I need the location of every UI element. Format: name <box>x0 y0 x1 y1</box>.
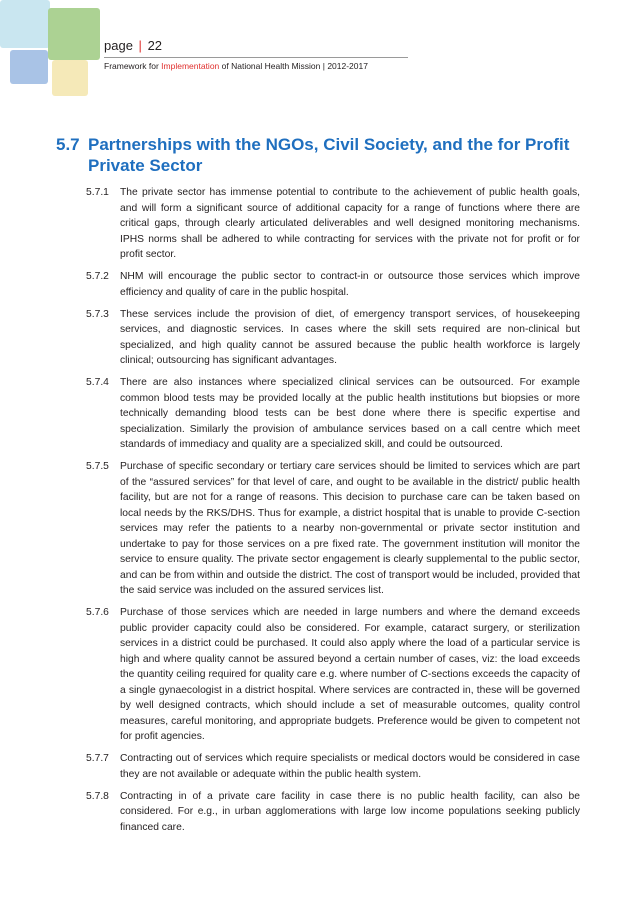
decor-square <box>10 50 48 84</box>
list-item <box>56 789 596 836</box>
item-text: There are also instances where specialized clinical services can be outsourced. For example common blood tests may be provided locally at the public health institutions but biopsies or more technically demanding blood tests can be best done where there is specific expertise and specialization. Similarly the provision of ambulance services based on a call centre which meet standards of immediacy and quality are a specialized skill, and could be outsourced. <box>120 377 580 450</box>
item-number: 5.7.8 <box>86 790 109 802</box>
running-title-end: of National Health Mission | 2012-2017 <box>219 61 368 71</box>
item-text: Contracting out of services which require specialists or medical doctors would be considered in case they are not available or adequate within the public health system. <box>120 753 580 780</box>
section <box>56 134 596 842</box>
item-number: 5.7.4 <box>86 377 109 388</box>
list-item <box>56 185 596 263</box>
section-title: Partnerships with the NGOs, Civil Society, and the for Profit Private Sector <box>88 135 570 175</box>
list-item <box>56 751 596 782</box>
decor-square <box>48 8 100 60</box>
running-title-start: Framework for <box>104 61 162 71</box>
section-heading <box>56 134 596 176</box>
item-number: 5.7.5 <box>86 461 109 472</box>
decor-square <box>52 60 88 96</box>
running-title <box>104 61 408 71</box>
section-number: 5.7 <box>56 135 80 154</box>
decor-square <box>0 0 50 48</box>
item-number: 5.7.7 <box>86 753 109 764</box>
page-label: page <box>104 38 133 53</box>
item-text: Purchase of those services which are needed in large numbers and where the demand exceeds public provider capacity could also be considered. For example, cataract surgery, or sterilization services in a district could be purchased. It could also apply where the load of a particular service is high and where quality cannot be assured beyond a certain number of cases, viz: the load exceeds the quantity ceiling required for quality care e.g. where number of C-sections exceeds the capacity of a single gynaecologist in a district hospital. Where services are contracted in, these will be governed by well designed contracts, which should include a set of measurable outcomes, quality control measures, careful monitoring, and appropriate budgets. Preference would be given to competent not for profit agencies. <box>120 607 580 742</box>
page-header <box>104 38 408 71</box>
item-text: These services include the provision of diet, of emergency transport services, of housekeeping services, and diagnostic services. In cases where the skill sets required are non-clinical but specialized, and high quality cannot be assured because the public health workforce is largely clinical; outsourcing has significant advantages. <box>120 308 580 366</box>
item-text: Contracting in of a private care facility in case there is no public health facility, can also be considered. For e.g., in urban agglomerations with large low income populations seeking publicly financed care. <box>120 790 580 833</box>
list-item <box>56 459 596 599</box>
item-number: 5.7.6 <box>86 607 109 618</box>
item-text: NHM will encourage the public sector to contract-in or outsource those services which improve efficiency and quality of care in the public hospital. <box>120 271 580 298</box>
running-title-highlight: Implementation <box>161 61 220 71</box>
item-number: 5.7.2 <box>86 271 109 282</box>
list-item <box>56 375 596 453</box>
header-rule <box>104 57 408 58</box>
section-items <box>56 185 596 835</box>
item-number: 5.7.1 <box>86 187 109 198</box>
page-separator: | <box>138 38 142 53</box>
list-item <box>56 605 596 745</box>
item-number: 5.7.3 <box>86 308 109 320</box>
page-number: 22 <box>147 38 163 53</box>
list-item <box>56 307 596 369</box>
list-item <box>56 269 596 300</box>
item-text: Purchase of specific secondary or tertiary care services should be limited to services which are part of the “assured services” for that level of care, and ought to be available in the district/ public health facility, but are not for a range of reasons. This decision to purchase care can be taken based on local needs by the RKS/DHS. Thus for example, a district hospital that is unable to provide C-section services may refer the patients to a nearby non-governmental or private sector institution and undertake to pay for those services on a pre fixed rate. The government institution will monitor the service to ensure quality. The private sector engagement is clearly supplemental to the public sector, and can be from within and outside the district. The cost of transport would be included, provided that the said service was included on the assured services list. <box>120 461 581 596</box>
item-text: The private sector has immense potential to contribute to the achievement of public health goals, and will form a significant source of additional capacity for a range of functions where there are critical gaps, through clearly articulated deliverables and well designed monitoring mechanisms. IPHS norms shall be adhered to while contracting for services with the private not for profit or for profit sector. <box>120 187 580 260</box>
page-number-line <box>104 38 408 54</box>
